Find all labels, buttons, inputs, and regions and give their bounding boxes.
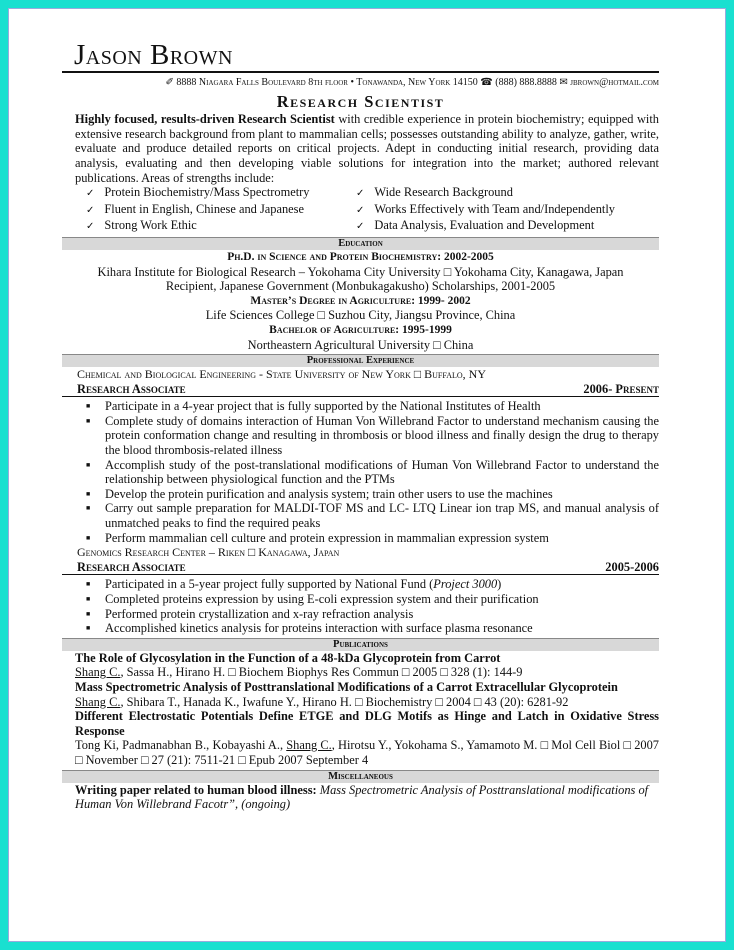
experience-heading: Professional Experience [62, 354, 659, 367]
strength-item: ✓ Strong Work Ethic [86, 218, 356, 235]
job2-organization: Genomics Research Center – Riken □ Kanagawa, Japan [77, 545, 340, 560]
project-name: Project 3000 [433, 577, 498, 592]
job1-dates: 2006- Present [583, 381, 659, 396]
bs-institution: Northeastern Agricultural University □ China [247, 337, 474, 352]
education-heading: Education [62, 237, 659, 250]
duty-item: ■ Perform mammalian cell culture and protein expression in mammalian expression system [105, 531, 659, 546]
misc-detail: Mass Spectrometric Analysis of Posttranslational modifications of Human Von Willebrand Facotr”, (ongoing) [75, 782, 649, 812]
resume-page [62, 40, 659, 812]
job1-role: Research Associate [77, 381, 186, 396]
publication-details: , Hirotsu Y., Yokohama S., Yamamoto M. □ Mol Cell Biol □ 2007 □ November □ 27 (21): 7511-21 □ Epub 2007 September 4 [75, 738, 659, 767]
publication-citation [75, 695, 659, 710]
strength-item: ✓ Fluent in English, Chinese and Japanese [86, 202, 356, 219]
strengths-column-right [356, 185, 615, 235]
summary-text: with credible experience in protein biochemistry; equipped with extensive research background from plant to mammalian cells; possesses outstanding ability to analyze, gather, write, evaluate and produce detailed reports on critical projects. Adept in conducting initial research, providing data analysis, evaluating and then developing viable solutions for integration into the market; authored relevant publications. Areas of strengths include: [75, 112, 659, 185]
publication-2 [62, 680, 659, 709]
contact-line: ✐ 8888 Niagara Falls Boulevard 8th floor • Tonawanda, New York 14150 ☎ (888) 888.8888 ✉ jbrown@hotmail.com [165, 77, 659, 88]
job2-role: Research Associate [77, 559, 186, 574]
duty-item: ■ Completed proteins expression by using E-coli expression system and their purification [105, 592, 659, 607]
strength-item: ✓ Protein Biochemistry/Mass Spectrometry [86, 185, 356, 202]
strength-item: ✓ Wide Research Background [356, 185, 615, 202]
duty-item: ■ Performed protein crystallization and x-ray refraction analysis [105, 607, 659, 622]
duty-item: ■ Participate in a 4-year project that is fully supported by the National Institutes of Health [105, 399, 659, 414]
duty-item: ■ Develop the protein purification and analysis system; train other users to use the machines [105, 487, 659, 502]
publication-title: The Role of Glycosylation in the Function of a 48-kDa Glycoprotein from Carrot [75, 650, 501, 665]
publication-title: Mass Spectrometric Analysis of Posttranslational Modifications of a Carrot Extracellular Glycoprotein [75, 679, 618, 694]
duty-item [105, 577, 659, 592]
ms-institution: Life Sciences College □ Suzhou City, Jiangsu Province, China [205, 308, 516, 323]
bs-degree: Bachelor of Agriculture: 1995-1999 [269, 323, 452, 336]
publication-details: , Shibara T., Hanada K., Iwafune Y., Hirano H. □ Biochemistry □ 2004 □ 43 (20): 6281-92 [120, 694, 569, 709]
summary-lead: Highly focused, results-driven Research Scientist [75, 112, 335, 127]
publication-author: Shang C. [75, 665, 121, 680]
publication-1 [62, 651, 659, 680]
publication-details: , Sassa H., Hirano H. □ Biochem Biophys Res Commun □ 2005 □ 328 (1): 144-9 [120, 665, 523, 680]
publication-citation [75, 738, 659, 767]
strengths-list [62, 185, 659, 235]
job-title: Research Scientist [276, 91, 445, 111]
duty-item: ■ Complete study of domains interaction of Human Von Willebrand Factor to understand mechanism causing the protein conformation change and resulting in thrombosis or blood illness and finally design the drug to therapy the blood thrombosis-related illness [105, 414, 659, 458]
publication-3 [62, 709, 659, 767]
duty-item: ■ Carry out sample preparation for MALDI-TOF MS and LC- LTQ Linear ion trap MS, and manual analysis of unmatched peaks to find the required peaks [105, 501, 659, 530]
phd-institution: Kihara Institute for Biological Research – Yokohama City University □ Yokohama City, Kanagawa, Japan [97, 264, 624, 279]
strengths-column-left [86, 185, 356, 235]
duty-item: ■ Accomplish study of the post-translational modifications of Human Von Willebrand Factor to understand the relationship between physiological function and the PTMs [105, 458, 659, 487]
publication-author: Shang C. [75, 694, 121, 709]
job1-duties [62, 399, 659, 545]
publications-heading: Publications [62, 638, 659, 651]
publication-citation [75, 665, 659, 680]
phd-degree: Ph.D. in Science and Protein Biochemistry: 2002-2005 [227, 250, 494, 263]
duty-text: Participated in a 5-year project fully supported by National Fund ( [105, 577, 434, 592]
misc-lead: Writing paper related to human blood illness: [75, 782, 317, 797]
duty-item: ■ Accomplished kinetics analysis for proteins interaction with surface plasma resonance [105, 621, 659, 636]
strength-item: ✓ Data Analysis, Evaluation and Development [356, 218, 615, 235]
publication-title: Different Electrostatic Potentials Define ETGE and DLG Motifs as Hinge and Latch in Oxidative Stress Response [75, 709, 659, 738]
candidate-name: Jason Brown [62, 40, 659, 73]
job1-organization: Chemical and Biological Engineering - State University of New York □ Buffalo, NY [77, 367, 486, 382]
ms-degree: Master’s Degree in Agriculture: 1999- 2002 [250, 294, 471, 307]
publication-author: Shang C. [286, 738, 332, 753]
duty-text-end: ) [497, 577, 502, 592]
miscellaneous-item [62, 783, 659, 812]
summary-paragraph [62, 112, 659, 185]
strength-item: ✓ Works Effectively with Team and/Independently [356, 202, 615, 219]
job2-duties [62, 577, 659, 635]
miscellaneous-heading: Miscellaneous [62, 770, 659, 783]
job1-role-row [62, 382, 659, 398]
job2-role-row [62, 560, 659, 576]
publication-coauthors: Tong Ki, Padmanabhan B., Kobayashi A., [75, 738, 287, 753]
job2-dates: 2005-2006 [605, 559, 659, 574]
phd-scholarship: Recipient, Japanese Government (Monbukagakusho) Scholarships, 2001-2005 [165, 279, 556, 294]
